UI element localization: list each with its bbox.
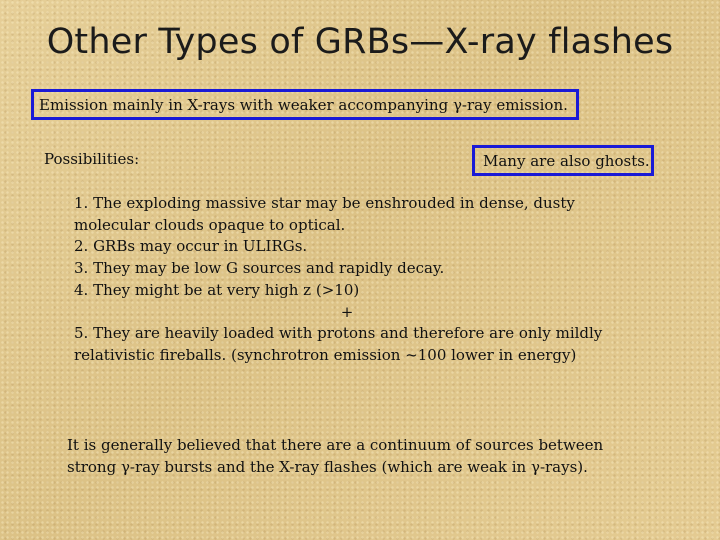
possibilities-label: Possibilities:: [44, 150, 140, 168]
conclusion-line: It is generally believed that there are a continuum of sources between: [67, 436, 604, 454]
possibilities-list: [74, 193, 634, 367]
list-line: molecular clouds opaque to optical.: [74, 215, 346, 234]
ghosts-callout-box: Many are also ghosts.: [472, 145, 654, 176]
plus-separator: +: [340, 302, 354, 321]
list-line: 1. The exploding massive star may be enshrouded in dense, dusty: [74, 194, 575, 212]
list-line: 3. They may be low G sources and rapidly decay.: [74, 259, 445, 278]
list-line: 5. They are heavily loaded with protons and therefore are only mildly: [74, 324, 603, 343]
slide-title: Other Types of GRBs—X-ray flashes: [46, 22, 674, 62]
list-line: relativistic fireballs. (synchrotron emission ~100 lower in energy): [74, 345, 577, 364]
list-line: 2. GRBs may occur in ULIRGs.: [74, 237, 308, 256]
list-line: 4. They might be at very high z (>10): [74, 280, 360, 299]
emission-callout-box: Emission mainly in X-rays with weaker accompanying γ-ray emission.: [31, 89, 579, 120]
conclusion-line: strong γ-ray bursts and the X-ray flashes (which are weak in γ-rays).: [67, 458, 588, 476]
conclusion-paragraph: [67, 434, 627, 478]
